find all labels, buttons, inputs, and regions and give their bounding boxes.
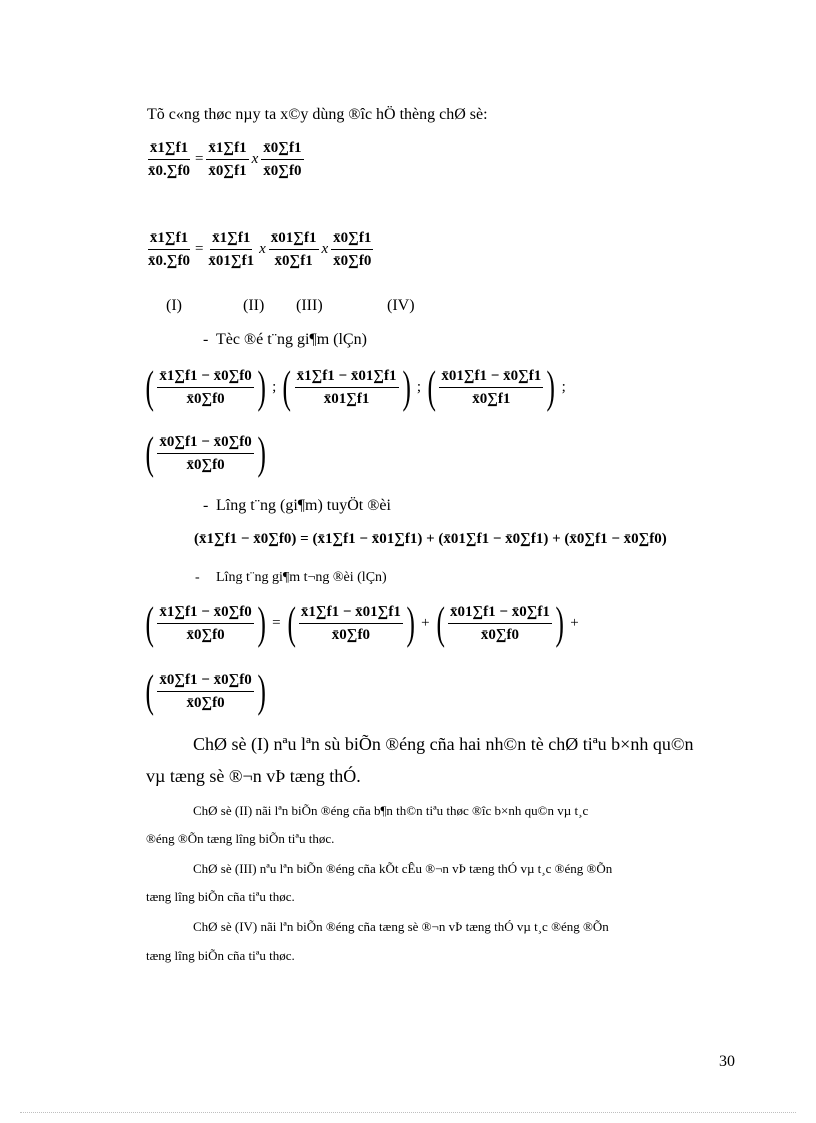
equation-2: $\frac{x̄1\sum f1}{x̄0.\sum f0}$ = $\frac{x̄1\sum f1}{x̄01\sum f1}$ x $\frac{x̄01\sum f1}{x̄0\sum f1}$ x $\frac{x̄0\sum f1}{x̄0\sum f0}$ [148, 230, 372, 269]
absolute-equation: (x̄1∑f1 − x̄0∑f0) = (x̄1∑f1 − x̄01∑f1) + (x̄01∑f1 − x̄0∑f1) + (x̄0∑f1 − x̄0∑f0) [194, 531, 667, 547]
para-index-2-line-2: ®éng ®Õn tæng lîng biÕn tiªu thøc. [146, 831, 335, 846]
relative-fraction-3: $\frac{x̄01\sum f1 - x̄0\sum f1}{x̄0\sum f0}$ [449, 603, 550, 643]
growth-fraction-3: $\frac{x̄01\sum f1 - x̄0\sum f1}{x̄0\sum f1}$ [441, 367, 542, 407]
eq2-factor-2: $\frac{x̄01\sum f1}{x̄0\sum f1}$ [270, 230, 317, 269]
bullet-relative-change: Lîng t¨ng gi¶m t¬ng ®èi (lÇn) [216, 570, 387, 585]
intro-text: Tõ c«ng thøc nµy ta x©y dùng ®îc hÖ thèng chØ sè: [147, 106, 488, 123]
growth-fraction-1: $\frac{x̄1\sum f1 - x̄0\sum f0}{x̄0\sum f0}$ [159, 367, 252, 407]
para-index-4-line-2: tæng lîng biÕn cña tiªu thøc. [146, 948, 295, 963]
eq2-lhs-fraction: $\frac{x̄1\sum f1}{x̄0.\sum f0}$ [148, 230, 190, 269]
label-index-2: (II) [243, 297, 265, 314]
para-index-2-line-1: ChØ sè (II) nãi lªn biÕn ®éng cña b¶n th©n tiªu thøc ®îc b×nh qu©n vµ t¸c [193, 803, 589, 818]
eq1-factor-1: $\frac{x̄1\sum f1}{x̄0\sum f1}$ [208, 140, 247, 179]
relative-equation-row: ( $\frac{x̄1\sum f1 - x̄0\sum f0}{x̄0\sum f0}$ ) = ( $\frac{x̄1\sum f1 - x̄01\sum f1}{x̄0\sum f0}$ ) + ( $\frac{x̄01\sum f1 - x̄0\sum f1}{x̄0\sum f0}$ ) + [145, 597, 579, 648]
bullet-dash-1: - [203, 331, 209, 348]
eq2-factor-1: $\frac{x̄1\sum f1}{x̄01\sum f1}$ [208, 230, 255, 269]
bullet-dash-3: - [195, 570, 200, 585]
growth-fraction-4: $\frac{x̄0\sum f1 - x̄0\sum f0}{x̄0\sum f0}$ [159, 433, 252, 473]
label-index-1: (I) [166, 297, 182, 314]
growth-fraction-2: $\frac{x̄1\sum f1 - x̄01\sum f1}{x̄01\sum f1}$ [296, 367, 397, 407]
bullet-growth-rate: Tèc ®é t¨ng gi¶m (lÇn) [216, 331, 367, 348]
growth-fraction-4-row: ( $\frac{x̄0\sum f1 - x̄0\sum f0}{x̄0\sum f0}$ ) [145, 427, 266, 478]
para-index-1-line-2: vµ tæng sè ®¬n vÞ tæng thÓ. [146, 766, 361, 786]
para-index-4-line-1: ChØ sè (IV) nãi lªn biÕn ®éng cña tæng sè ®¬n vÞ tæng thÓ vµ t¸c ®éng ®Õn [193, 919, 609, 934]
growth-fractions-row: ( $\frac{x̄1\sum f1 - x̄0\sum f0}{x̄0\sum f0}$ ) ; ( $\frac{x̄1\sum f1 - x̄01\sum f1}{x̄01\sum f1}$ ) ; ( $\frac{x̄01\sum f1 - x̄0\sum f1}{x̄0\sum f1}$ ) ; [145, 361, 566, 412]
eq1-factor-2: $\frac{x̄0\sum f1}{x̄0\sum f0}$ [263, 140, 302, 179]
para-index-3-line-1: ChØ sè (III) nªu lªn biÕn ®éng cña kÕt cÊu ®¬n vÞ tæng thÓ vµ t¸c ®éng ®Õn [193, 861, 613, 876]
relative-fraction-1: $\frac{x̄1\sum f1 - x̄0\sum f0}{x̄0\sum f0}$ [159, 603, 252, 643]
label-index-4: (IV) [387, 297, 415, 314]
relative-fraction-4: $\frac{x̄0\sum f1 - x̄0\sum f0}{x̄0\sum f0}$ [159, 671, 252, 711]
page-number: 30 [719, 1053, 735, 1070]
eq1-lhs-fraction: $\frac{x̄1\sum f1}{x̄0.\sum f0}$ [148, 140, 190, 179]
para-index-3-line-2: tæng lîng biÕn cña tiªu thøc. [146, 889, 295, 904]
label-index-3: (III) [296, 297, 323, 314]
relative-fraction-2: $\frac{x̄1\sum f1 - x̄01\sum f1}{x̄0\sum f0}$ [300, 603, 401, 643]
para-index-1-line-1: ChØ sè (I) nªu lªn sù biÕn ®éng cña hai nh©n tè chØ tiªu b×nh qu©n [193, 734, 694, 754]
relative-fraction-4-row: ( $\frac{x̄0\sum f1 - x̄0\sum f0}{x̄0\sum f0}$ ) [145, 665, 266, 716]
eq2-factor-3: $\frac{x̄0\sum f1}{x̄0\sum f0}$ [333, 230, 372, 269]
page-bottom-divider [20, 1112, 796, 1113]
equation-1: $\frac{x̄1\sum f1}{x̄0.\sum f0}$ = $\frac{x̄1\sum f1}{x̄0\sum f1}$ x $\frac{x̄0\sum f1}{x̄0\sum f0}$ [148, 140, 302, 179]
bullet-dash-2: - [203, 497, 209, 514]
bullet-absolute-change: Lîng t¨ng (gi¶m) tuyÖt ®èi [216, 497, 391, 514]
